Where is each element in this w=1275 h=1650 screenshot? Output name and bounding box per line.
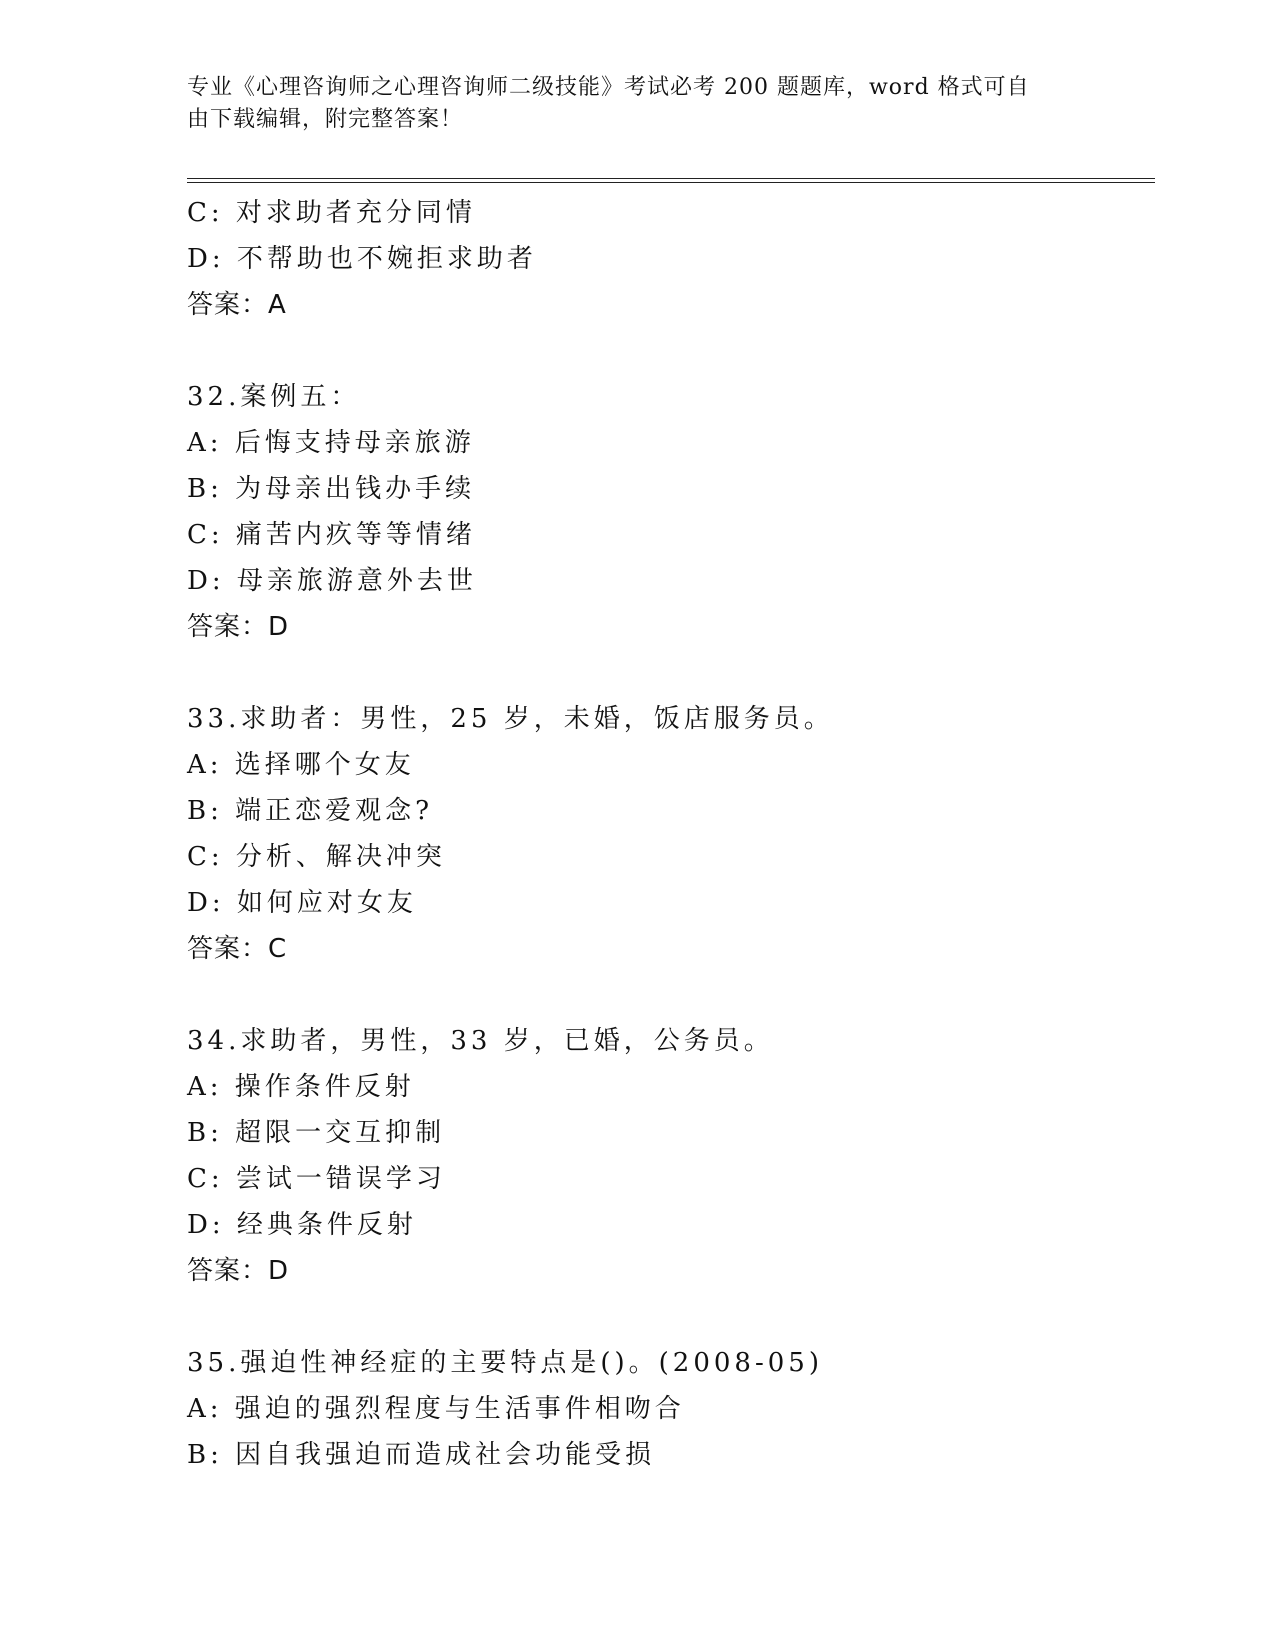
- header-line-1: 专业《心理咨询师之心理咨询师二级技能》考试必考 200 题题库，word 格式可自: [187, 75, 1030, 100]
- option-line: A: 后悔支持母亲旅游: [187, 428, 475, 458]
- option-line: D: 不帮助也不婉拒求助者: [187, 244, 537, 274]
- question-line: 33.求助者：男性，25 岁，未婚，饭店服务员。: [187, 704, 834, 734]
- document-header: [187, 72, 1067, 136]
- answer-line: 答案：C: [187, 934, 288, 964]
- option-line: D: 经典条件反射: [187, 1210, 417, 1240]
- option-line: A: 强迫的强烈程度与生活事件相吻合: [187, 1394, 685, 1424]
- option-line: A: 操作条件反射: [187, 1072, 415, 1102]
- option-line: C: 对求助者充分同情: [187, 198, 476, 228]
- option-line: B: 因自我强迫而造成社会功能受损: [187, 1440, 656, 1470]
- option-line: B: 超限一交互抑制: [187, 1118, 446, 1148]
- option-line: C: 分析、解决冲突: [187, 842, 446, 872]
- answer-line: 答案：A: [187, 290, 287, 320]
- header-line-2: 由下载编辑，附完整答案！: [187, 107, 464, 132]
- option-line: D: 如何应对女友: [187, 888, 417, 918]
- option-line: B: 端正恋爱观念?: [187, 796, 434, 826]
- header-divider-bottom: [187, 182, 1155, 183]
- question-list: [187, 190, 1155, 1478]
- question-line: 32.案例五：: [187, 382, 361, 412]
- question-line: 34.求助者，男性，33 岁，已婚，公务员。: [187, 1026, 774, 1056]
- option-line: C: 痛苦内疚等等情绪: [187, 520, 476, 550]
- header-divider-top: [187, 178, 1155, 179]
- question-line: 35.强迫性神经症的主要特点是()。(2008-05): [187, 1348, 823, 1378]
- answer-line: 答案：D: [187, 1256, 290, 1286]
- option-line: D: 母亲旅游意外去世: [187, 566, 477, 596]
- option-line: C: 尝试一错误学习: [187, 1164, 446, 1194]
- answer-line: 答案：D: [187, 612, 290, 642]
- option-line: A: 选择哪个女友: [187, 750, 415, 780]
- option-line: B: 为母亲出钱办手续: [187, 474, 476, 504]
